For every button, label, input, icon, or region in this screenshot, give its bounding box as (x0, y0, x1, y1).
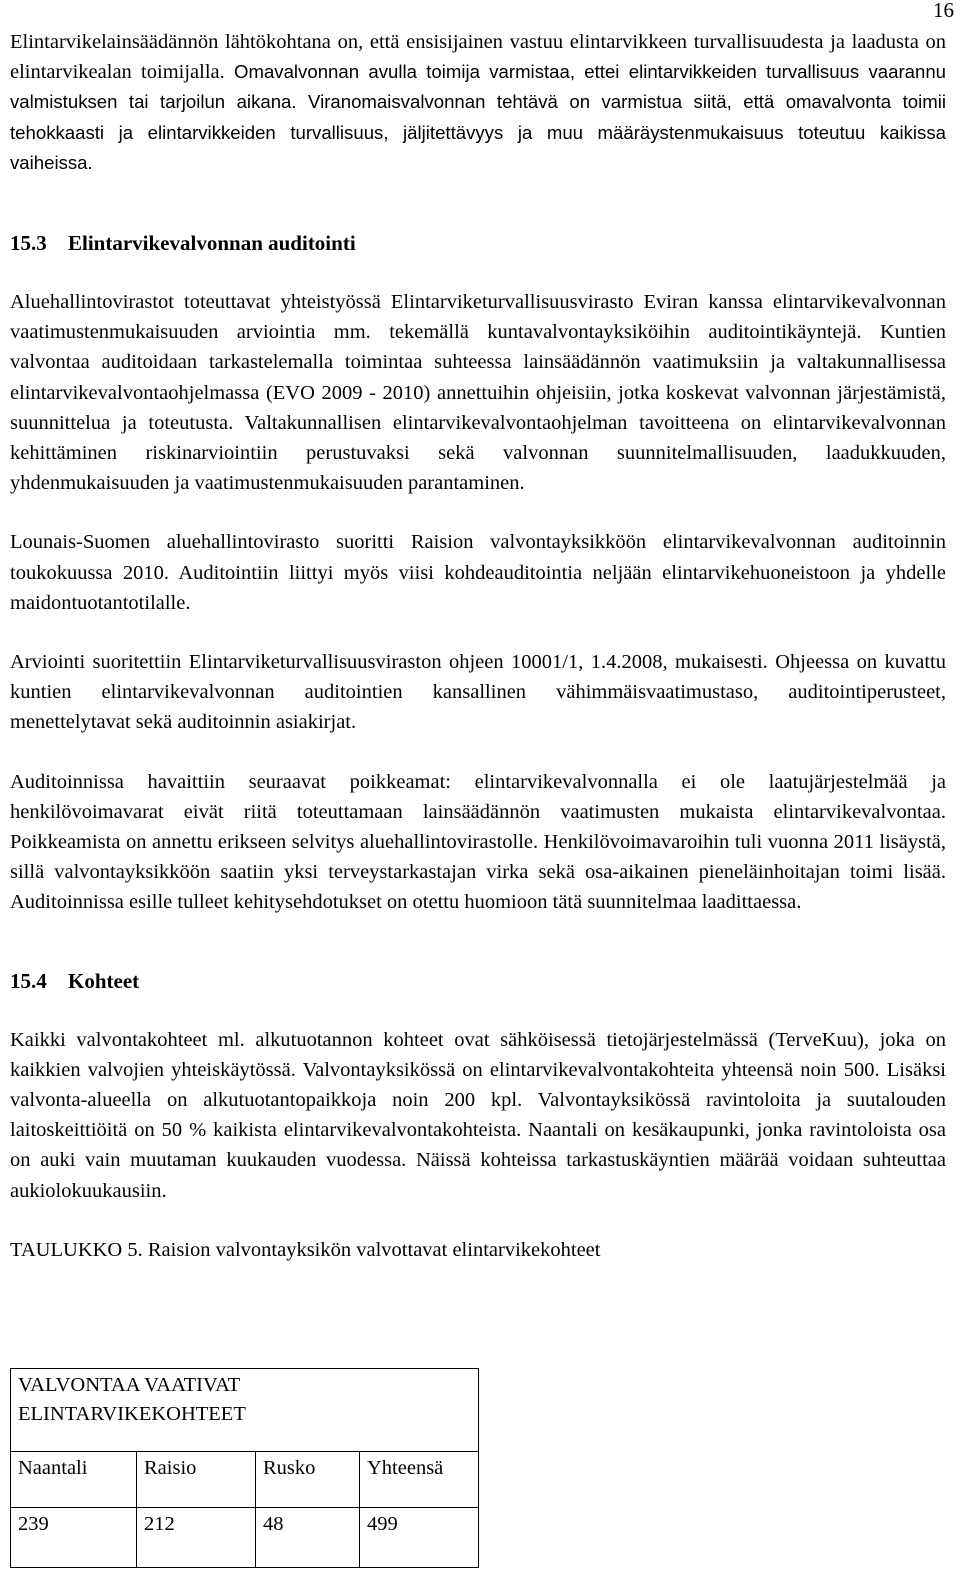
table-row (11, 1452, 479, 1508)
table-header-line: VALVONTAA VAATIVAT (18, 1374, 241, 1396)
section-number: 15.3 (10, 231, 47, 256)
section-title: Kohteet (68, 968, 140, 993)
table-header-cell (11, 1369, 479, 1452)
section-heading-kohteet (10, 966, 946, 996)
table-cell: Yhteensä (360, 1452, 479, 1508)
table-cell: Rusko (256, 1452, 360, 1508)
table-caption: TAULUKKO 5. Raision valvontayksikön valvottavat elintarvikekohteet (10, 1238, 601, 1261)
intro-text: Elintarvikelainsäädännön lähtökohtana on, että ensisijainen vastuu elintarvikkeen turvallisuudesta ja laadusta on elintarvikealan toimijalla. (10, 31, 946, 84)
table-cell: 48 (256, 1508, 360, 1568)
table-cell: 212 (137, 1508, 256, 1568)
section-heading-auditointi (10, 228, 946, 258)
section-title: Elintarvikevalvonnan auditointi (68, 231, 356, 256)
intro-paragraph (10, 27, 946, 178)
table-header-line: ELINTARVIKEKOHTEET (18, 1403, 246, 1425)
table-cell: Raisio (137, 1452, 256, 1508)
targets-table (10, 1368, 479, 1568)
table-cell: Naantali (11, 1452, 137, 1508)
document-body (10, 27, 947, 1535)
table-cell: 499 (360, 1508, 479, 1568)
kohteet-paragraph: Kaikki valvontakohteet ml. alkutuotannon kohteet ovat sähköisessä tietojärjestelmässä (TerveKuu), joka on kaikkien valvojien yhteiskäytössä. Valvontayksikössä on elintarvikevalvontakohteita yhteensä noin 500. Lisäksi valvonta-alueella on alkutuotantopaikkoja noin 200 kpl. Valvontayksikössä ravintoloita ja suutalouden laitoskeittiöitä on 50 % kaikista elintarvikevalvontakohteista. Naantali on kesäkaupunki, jonka ravintoloista osa on auki vain muutaman kuukauden vuodessa. Näissä kohteissa tarkastuskäyntien määrää voidaan suhteuttaa aukiolokuukausiin. (10, 1028, 946, 1202)
intro-text-sans: Omavalvonnan avulla toimija varmistaa, ettei elintarvikkeiden turvallisuus vaarannu valmistuksen tai tarjoilun aikana. Viranomaisvalvonnan tehtävä on varmistua siitä, että omavalvonta toimii tehokkaasti ja elintarvikkeiden turvallisuus, jäljitettävyys ja muu määräystenmukaisuus toteutuu kaikissa vaiheissa. (10, 61, 947, 173)
audit-paragraph-1: Aluehallintovirastot toteuttavat yhteistyössä Elintarviketurvallisuusvirasto Eviran kanssa elintarvikevalvonnan vaatimustenmukaisuuden arviointia mm. tekemällä kuntavalvontayksiköihin auditointikäyntejä. Kuntien valvontaa auditoidaan tarkastelemalla toimintaa suhteessa lainsäädännön vaatimuksiin ja valtakunnallisessa elintarvikevalvontaohjelmassa (EVO 2009 - 2010) annettuihin ohjeisiin, jotka koskevat valvonnan järjestämistä, suunnittelua ja toteutusta. Valtakunnallisen elintarvikevalvontaohjelman tavoitteena on elintarvikevalvonnan kehittäminen riskinarviointiin perustuvaksi sekä valvonnan suunnitelmallisuuden, laadukkuuden, yhdenmukaisuuden ja vaatimustenmukaisuuden parantaminen. (10, 291, 946, 495)
page-number: 16 (933, 0, 954, 22)
section-number: 15.4 (10, 968, 47, 993)
table-row (11, 1508, 479, 1568)
audit-paragraph-4: Auditoinnissa havaittiin seuraavat poikkeamat: elintarvikevalvonnalla ei ole laatujärjestelmää ja henkilövoimavarat eivät riitä toteuttamaan lainsäädännön vaatimusten mukaista elintarvikevalvontaa. Poikkeamista on annettu erikseen selvitys aluehallintovirastolle. Henkilövoimavaroihin tuli vuonna 2011 lisäystä, sillä valvontayksikköön saatiin yksi terveystarkastajan virka sekä osa-aikainen pieneläinhoitajan toimi lisää. Auditoinnissa esille tulleet kehitysehdotukset on otettu huomioon tätä suunnitelmaa laadittaessa. (10, 770, 946, 914)
audit-paragraph-2: Lounais-Suomen aluehallintovirasto suoritti Raision valvontayksikköön elintarvikevalvonnan auditoinnin toukokuussa 2010. Auditointiin liittyi myös viisi kohdeauditointia neljään elintarvikehuoneistoon ja yhdelle maidontuotantotilalle. (10, 531, 946, 614)
audit-paragraph-3: Arviointi suoritettiin Elintarviketurvallisuusviraston ohjeen 10001/1, 1.4.2008, mukaisesti. Ohjeessa on kuvattu kuntien elintarvikevalvonnan auditointien kansallinen vähimmäisvaatimustaso, auditointiperusteet, menettelytavat sekä auditoinnin asiakirjat. (10, 651, 946, 734)
table-header-row (11, 1369, 479, 1452)
table-cell: 239 (11, 1508, 137, 1568)
